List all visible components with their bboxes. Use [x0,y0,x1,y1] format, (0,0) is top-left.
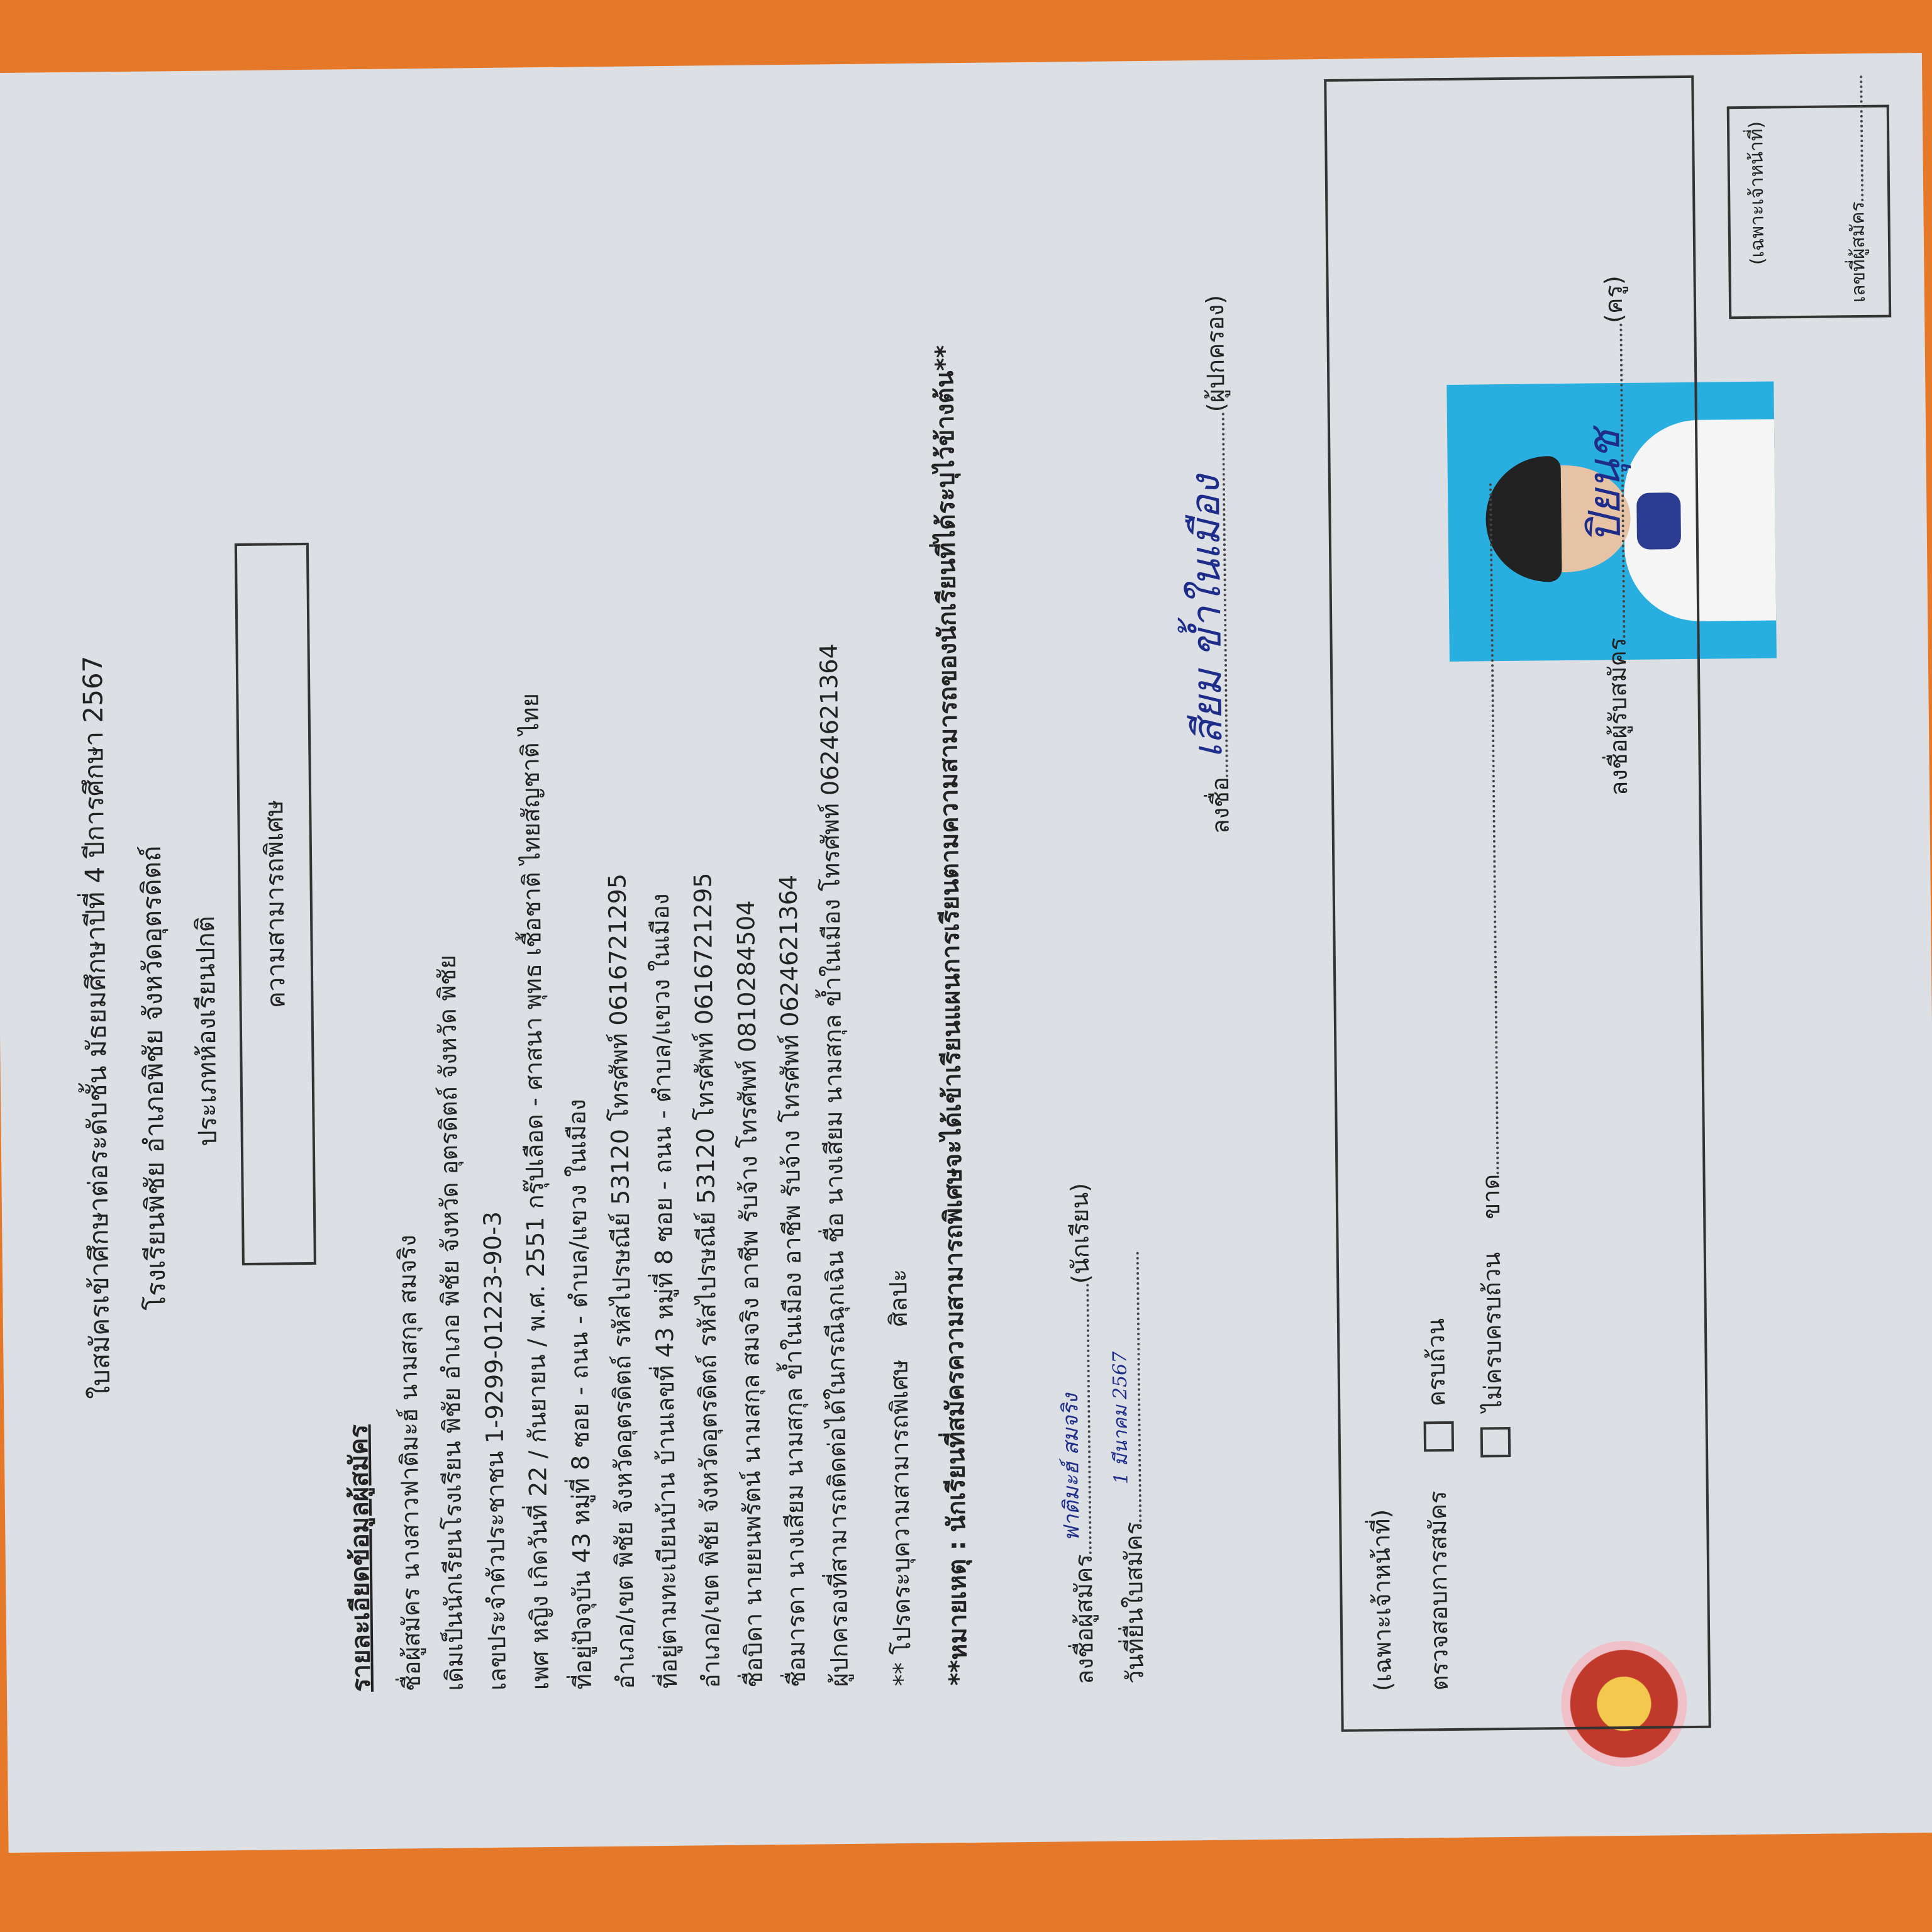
detail-row: ชื่อมารดา นางเสียม นามสกุล ข้ำในเมือง อาชีพ รับจ้าง โทรศัพท์ 0624621364 [774,874,811,1688]
receiver-label: ลงชื่อผู้รับสมัคร [1603,637,1633,796]
date-value: 1 มีนาคม 2567 [1109,1351,1133,1485]
receiver-sign-row [1578,275,1634,796]
detail-row: เดิมเป็นนักเรียนโรงเรียน พิชัย อำเภอ พิชัย จังหวัด อุตรดิตถ์ จังหวัด พิชัย [433,955,469,1691]
receiver-role: (ครู) [1599,275,1628,324]
staff-section-label: (เฉพาะเจ้าหน้าที่) [1367,1509,1397,1692]
detail-row: เพศ หญิง เกิดวันที่ 22 / กันยายน / พ.ศ. 2551 กรุ๊ปเลือด - ศาสนา พุทธ เชื้อชาติ ไทยสัญชาติ ไทย [516,692,554,1690]
check-label: ตรวจสอบการสมัคร [1423,1491,1454,1691]
applicant-no-label: เลขที่ผู้สมัคร [1842,75,1874,303]
check-row [1421,1318,1457,1691]
special-ability-row [884,1269,917,1687]
special-ability-value: ศิลปะ [884,1269,913,1327]
section-title: รายละเอียดข้อมูลผู้สมัคร [344,1424,376,1692]
incomplete-checkbox[interactable] [1480,1427,1511,1458]
note-text: **หมายเหตุ : นักเรียนที่สมัครความสามารถพิเศษจะได้เข้าเรียนแผนการเรียนตามความสามารถของนักเรียนที่ได้ระบุไว้ข้างต้น** [930,345,973,1686]
guardian-role: (ผู้ปกครอง) [1201,294,1230,413]
detail-row: ที่อยู่ปัจจุบัน 43 หมู่ที่ 8 ซอย - ถนน - ตำบล/แขวง ในเมือง [563,1099,597,1690]
details-list [384,366,868,1692]
header-line-2: โรงเรียนพิชัย อำเภอพิชัย จังหวัดอุตรดิตถ์ [135,845,172,1311]
paper-sheet [0,53,1932,1853]
header-line-1: ใบสมัครเข้าศึกษาต่อระดับชั้น มัธยมศึกษาปีที่ 4 ปีการศึกษา 2567 [77,655,116,1399]
detail-row: เลขประจำตัวประชาชน 1-9299-01223-90-3 [478,1211,511,1691]
detail-row: ชื่อผู้สมัคร นางสาวฟาติมะฮ์ นามสกุล สมจริง [393,1235,426,1692]
staff-id-label: (เฉพาะเจ้าหน้าที่) [1745,121,1769,265]
special-ability-label: ** โปรดระบุความสามารถพิเศษ [885,1359,916,1687]
date-label: วันที่ยื่นใบสมัคร [1119,1521,1149,1684]
complete-label: ครบถ้วน [1421,1318,1451,1407]
guardian-signature: เสียม ข้ำในเมือง [1182,475,1232,758]
detail-row: ผู้ปกครองที่สามารถติดต่อได้ในกรณีฉุกเฉิน ชื่อ นางเสียม นามสกุล ข้ำในเมือง โทรศัพท์ 0624621364 [814,643,853,1687]
detail-row: อำเภอ/เขต พิชัย จังหวัดอุตรดิตถ์ รหัสไปรษณีย์ 53120 โทรศัพท์ 0616721295 [689,872,725,1689]
incomplete-label: ไม่ครบครบถ้วน [1477,1252,1507,1413]
incomplete-row [1469,482,1511,1458]
student-sign-label: ลงชื่อผู้สมัคร [1069,1554,1099,1685]
missing-label: ขาด [1477,1174,1506,1220]
detail-row: ที่อยู่ตามทะเบียนบ้าน บ้านเลขที่ 43 หมู่ที่ 8 ซอย - ถนน - ตำบล/แขวง ในเมือง [646,893,682,1689]
guardian-sign-label: ลงชื่อ [1206,777,1235,834]
category-box [235,543,316,1265]
student-sign-row [1058,1182,1099,1685]
header-line-3: ประเภทห้องเรียนปกติ [191,916,223,1146]
complete-checkbox[interactable] [1423,1421,1454,1452]
student-signature: ฟาติมะฮ์ สมจริง [1058,1393,1085,1542]
staff-section-box [1324,75,1711,1732]
application-form [16,84,1914,1802]
guardian-sign-row [1182,294,1235,834]
receiver-signature: ปิยนุช [1578,429,1631,544]
date-row [1109,1252,1150,1684]
category-label: ความสามารถพิเศษ [260,799,291,1009]
student-role: (นักเรียน) [1065,1182,1095,1284]
staff-id-box [1727,105,1892,319]
detail-row: ชื่อบิดา นายยนพรัตน์ นามสกุล สมจริง อาชีพ รับจ้าง โทรศัพท์ 0810284504 [731,900,768,1688]
detail-row: อำเภอ/เขต พิชัย จังหวัดอุตรดิตถ์ รหัสไปรษณีย์ 53120 โทรศัพท์ 0616721295 [603,873,640,1689]
